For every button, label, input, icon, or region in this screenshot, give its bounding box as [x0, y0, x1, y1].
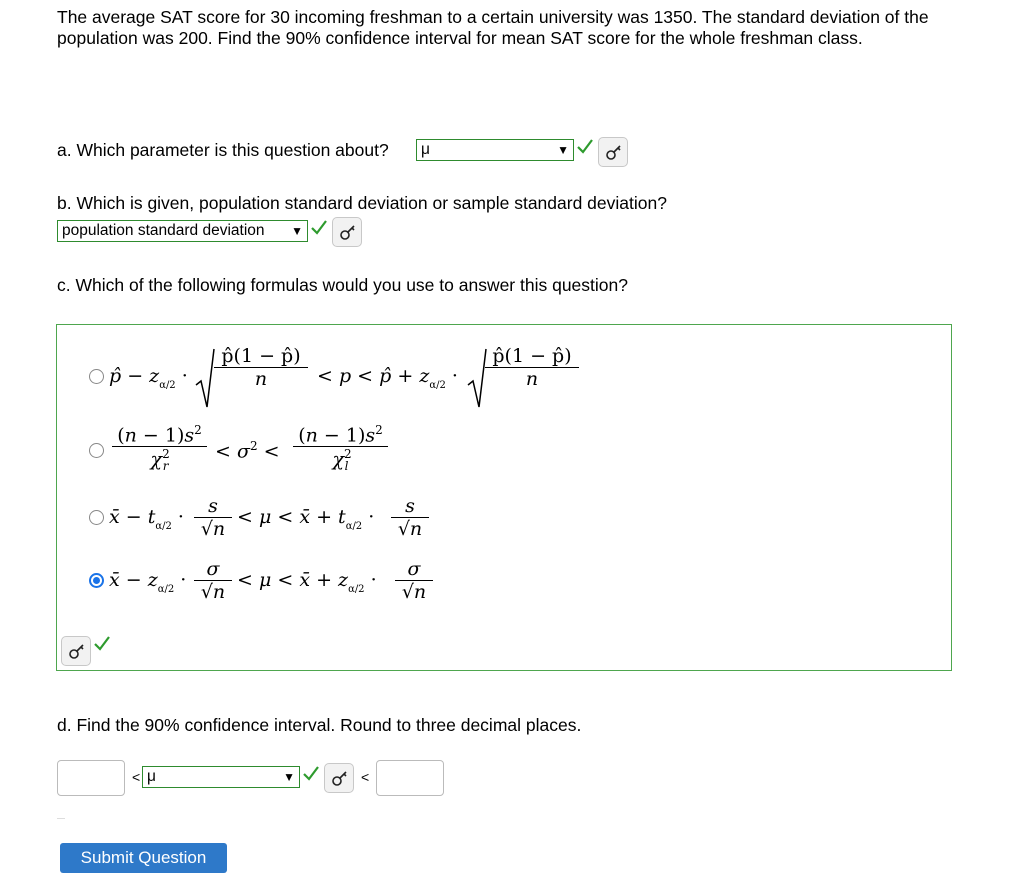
key-button-d[interactable]	[324, 763, 354, 793]
question-b: b. Which is given, population standard deviation or sample standard deviation?	[57, 193, 667, 213]
key-icon	[605, 144, 623, 162]
formula-option-4-radio[interactable]	[89, 573, 104, 588]
sd-type-select[interactable]	[57, 220, 308, 242]
sqrt-icon	[195, 347, 215, 409]
key-icon	[331, 770, 349, 788]
lower-bound-input[interactable]	[57, 760, 125, 796]
question-d: d. Find the 90% confidence interval. Round to three decimal places.	[57, 715, 582, 735]
key-icon	[339, 224, 357, 242]
less-than-symbol-2: <	[361, 769, 370, 785]
correct-check-icon	[301, 763, 321, 783]
parameter-select[interactable]	[416, 139, 574, 161]
divider	[57, 818, 65, 819]
key-button-c[interactable]	[61, 636, 91, 666]
interval-parameter-select[interactable]	[142, 766, 300, 788]
correct-check-icon	[309, 217, 329, 237]
submit-question-button[interactable]: Submit Question	[60, 843, 227, 873]
formula-option-1-radio[interactable]	[89, 369, 104, 384]
sd-type-select-value: population standard deviation	[62, 222, 265, 239]
key-button-b[interactable]	[332, 217, 362, 247]
interval-parameter-select-value: μ	[147, 768, 156, 785]
question-c: c. Which of the following formulas would you use to answer this question?	[57, 275, 628, 295]
correct-check-icon	[92, 633, 112, 653]
less-than-symbol: <	[132, 769, 141, 785]
chevron-down-icon: ▼	[291, 224, 303, 238]
upper-bound-input[interactable]	[376, 760, 444, 796]
parameter-select-value: μ	[421, 141, 430, 158]
key-icon	[68, 643, 86, 661]
chevron-down-icon: ▼	[283, 770, 295, 784]
question-a: a. Which parameter is this question about?	[57, 140, 389, 160]
sqrt-icon	[467, 347, 487, 409]
correct-check-icon	[575, 136, 595, 156]
formula-options-box: p̂ − $z_{\alpha/2}$ · $\frac{p̂(1 - p̂)}{n}$ < p < p̂ + $z_{\alpha/2}$ · $\frac{p̂(1 - p̂)}{n}$ $\frac{(n - 1)s^2}{\chi^2_r}$ < $\sigma^2$ < $\frac{(n - 1)s^2}{\chi^2_l}$ x̄ − $t_{\alpha/2}$ · $\frac{s}{√n}$ < μ < x̄ + $t_{\alpha/2}$ · $\frac{s}{√n}$ x̄ − $z_{\alpha/2}$ · $\frac{\sigma}{√n}$ < μ < x̄ + $z_{\alpha/2}$ · $\frac{\sigma}{√n}$	[56, 324, 952, 671]
problem-statement: The average SAT score for 30 incoming freshman to a certain university was 1350. The standard deviation of the population was 200. Find the 90% confidence interval for mean SAT score for the whole freshman class.	[57, 7, 929, 48]
chevron-down-icon: ▼	[557, 143, 569, 157]
formula-option-2-radio[interactable]	[89, 443, 104, 458]
key-button-a[interactable]	[598, 137, 628, 167]
formula-option-3-radio[interactable]	[89, 510, 104, 525]
